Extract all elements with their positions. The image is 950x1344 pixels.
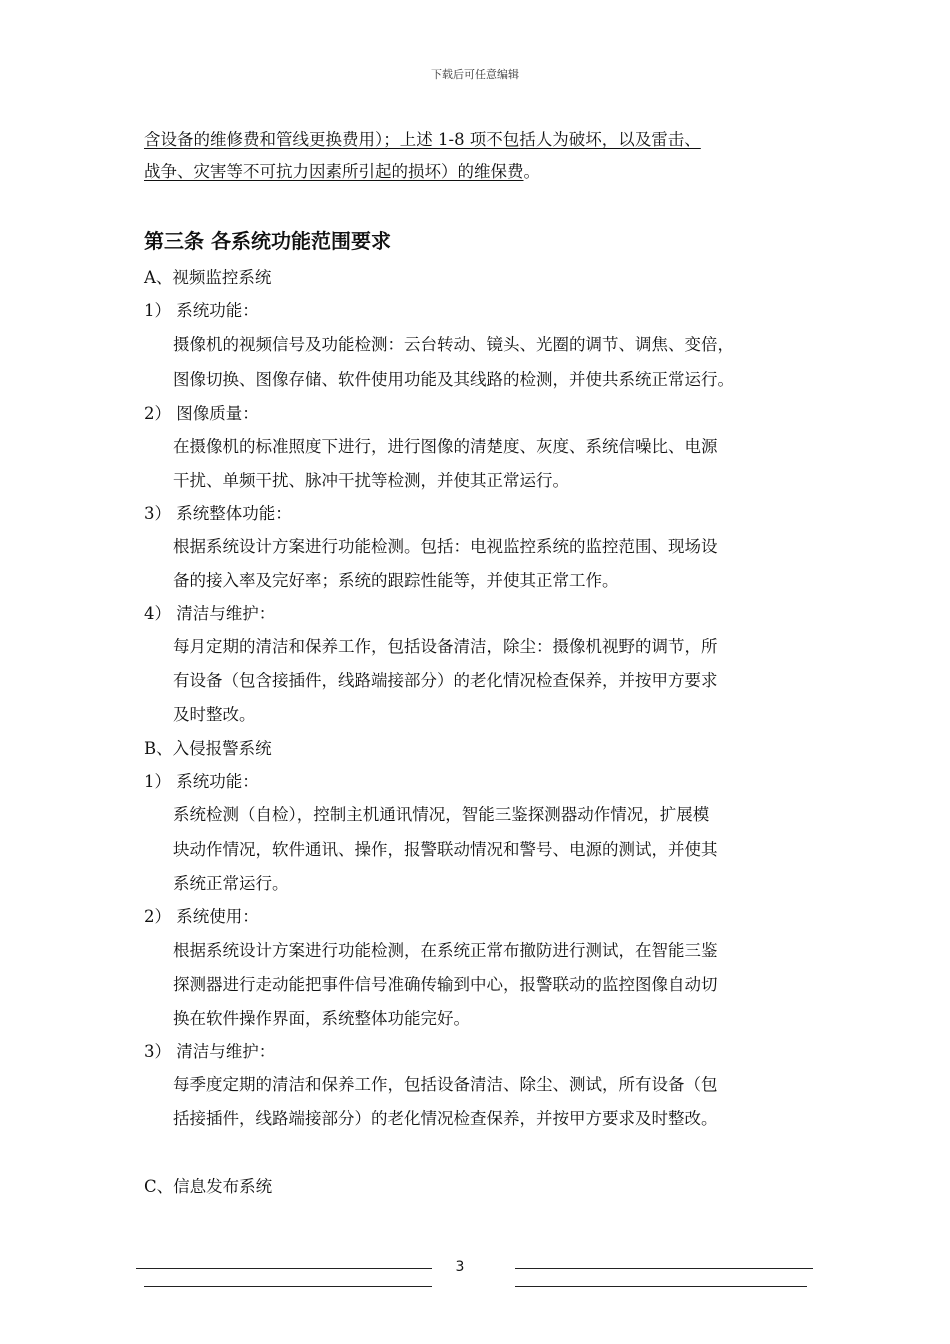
intro-line-2 [144, 159, 824, 185]
item-b1-title: 1） 系统功能： [144, 772, 259, 791]
item-a1-title: 1） 系统功能： [144, 301, 259, 320]
item-b3-text-1: 每季度定期的清洁和保养工作，包括设备清洁、除尘、测试，所有设备（包 [173, 1075, 718, 1094]
intro-line-2-tail: 。 [523, 162, 540, 181]
footer-rule-right-top [515, 1268, 813, 1269]
item-a3-text-1: 根据系统设计方案进行功能检测。包括：电视监控系统的监控范围、现场设 [173, 537, 718, 556]
intro-line-1-text: 含设备的维修费和管线更换费用）；上述 1-8 项不包括人为破坏，以及雷击、 [144, 130, 701, 149]
item-b2-text-3: 换在软件操作界面，系统整体功能完好。 [173, 1009, 470, 1028]
item-a4-text-3: 及时整改。 [173, 705, 256, 724]
section-b-title: B、入侵报警系统 [144, 739, 272, 758]
item-a4-text-1: 每月定期的清洁和保养工作，包括设备清洁，除尘：摄像机视野的调节，所 [173, 637, 718, 656]
section-c-title: C、信息发布系统 [144, 1177, 273, 1196]
footer-rule-left-top [136, 1268, 432, 1269]
article-heading: 第三条 各系统功能范围要求 [144, 229, 391, 253]
page-number: 3 [455, 1259, 465, 1275]
item-b3-text-2: 括接插件，线路端接部分）的老化情况检查保养，并按甲方要求及时整改。 [173, 1109, 718, 1128]
item-a2-title: 2） 图像质量： [144, 404, 259, 423]
item-b2-text-2: 探测器进行走动能把事件信号准确传输到中心，报警联动的监控图像自动切 [173, 975, 718, 994]
intro-line-2-text: 战争、灾害等不可抗力因素所引起的损坏）的维保费 [144, 162, 524, 181]
intro-line-1 [144, 127, 824, 153]
header-note: 下载后可任意编辑 [431, 68, 519, 81]
item-b3-title: 3） 清洁与维护： [144, 1042, 276, 1061]
item-b1-text-1: 系统检测（自检），控制主机通讯情况，智能三鉴探测器动作情况，扩展模 [173, 805, 710, 824]
item-a2-text-2: 干扰、单频干扰、脉冲干扰等检测，并使其正常运行。 [173, 471, 569, 490]
item-a1-text-2: 图像切换、图像存储、软件使用功能及其线路的检测，并使共系统正常运行。 [173, 370, 734, 389]
item-b2-title: 2） 系统使用： [144, 907, 259, 926]
item-a4-title: 4） 清洁与维护： [144, 604, 276, 623]
item-a4-text-2: 有设备（包含接插件，线路端接部分）的老化情况检查保养，并按甲方要求 [173, 671, 718, 690]
item-b1-text-3: 系统正常运行。 [173, 874, 289, 893]
item-a3-text-2: 备的接入率及完好率；系统的跟踪性能等，并使其正常工作。 [173, 571, 619, 590]
item-b2-text-1: 根据系统设计方案进行功能检测，在系统正常布撤防进行测试，在智能三鉴 [173, 941, 718, 960]
footer-rule-left-bottom [144, 1286, 432, 1287]
item-a2-text-1: 在摄像机的标准照度下进行，进行图像的清楚度、灰度、系统信噪比、电源 [173, 437, 718, 456]
item-a1-text-1: 摄像机的视频信号及功能检测：云台转动、镜头、光圈的调节、调焦、变倍， [173, 335, 734, 354]
footer-rule-right-bottom [515, 1286, 807, 1287]
section-a-title: A、视频监控系统 [144, 268, 272, 287]
item-b1-text-2: 块动作情况，软件通讯、操作，报警联动情况和警号、电源的测试，并使其 [173, 840, 718, 859]
item-a3-title: 3） 系统整体功能： [144, 504, 292, 523]
